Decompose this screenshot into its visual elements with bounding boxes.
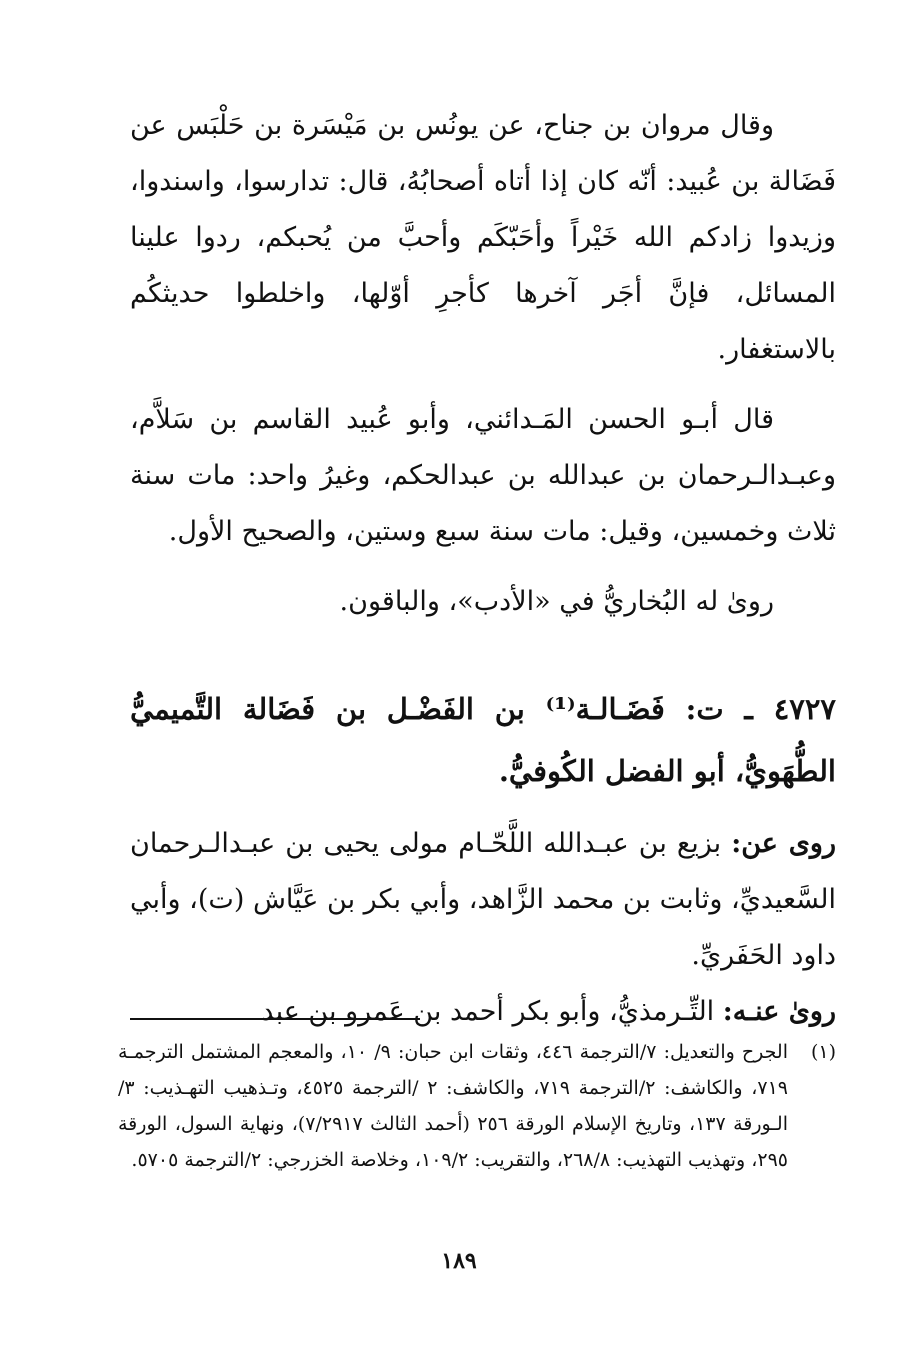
footnote-text: الجرح والتعديل: ٧/الترجمة ٤٤٦، وثقات ابن حبان: ٩/ ١٠، والمعجم المشتمل الترجمـة ٧١٩، والكاشف: ٢/الترجمة ٧١٩، والكاشف: ٢ /الترجمة ٤٥٢٥، وتـذهيب التهـذيب: ٣/الـورقة ١٣٧، وتاريخ الإسلام الورقة ٢٥٦ (أحمد الثالث ٧/٢٩١٧)، ونهاية السول، الورقة ٢٩٥، وتهذيب التهذيب: ٢٦٨/٨، والتقريب: ١٠٩/٢، وخلاصة الخزرجي: ٢/الترجمة ٥٧٠٥. <box>118 1041 789 1171</box>
page-number: ١٨٩ <box>441 1248 477 1274</box>
entry-heading: ٤٧٢٧ ـ ت: فَضَـالـة⁽¹⁾ بن الفَضْـل بن فَضَالة التَّميميُّ الطُّهَويُّ، أبو الفضل الكُوفيُّ. <box>130 692 836 788</box>
footnote-number: (١) <box>810 1041 836 1063</box>
narrated-by <box>130 984 836 1040</box>
narrated-by-label: روىٰ عنـه: <box>722 996 836 1027</box>
narrated-from <box>130 816 836 984</box>
paragraph-marwan: وقال مروان بن جناح، عن يونُس بن مَيْسَرة بن حَلْبَس عن فَضَالة بن عُبيد: أنّه كان إذا أتاه أصحابُهُ، قال: تدارسوا، واسندوا، وزيدوا زادكم الله خَيْراً وأحَبّكَم وأحبَّ من يُحبكم، ردوا علينا المسائل، فإنَّ أجَر آخرها كأجرِ أوّلها، واخلطوا حديثكُم بالاستغفار. <box>130 110 836 365</box>
footnote <box>118 1034 836 1178</box>
narrated-from-text: بزيع بن عبـدالله اللَّحّـام مولى يحيى بن عبـدالـرحمان السَّعيديِّ، وثابت بن محمد الزَّاهد، وأبي بكر بن عَيَّاش (ت)، وأبي داود الحَفَريِّ. <box>130 828 836 971</box>
narrated-by-text: التِّـرمذيُّ، وأبو بكر أحمد بن عَمرو بن عبد <box>261 996 715 1027</box>
narrated-from-label: روى عن: <box>731 828 836 859</box>
main-text <box>130 98 836 1040</box>
paragraph-death-date: قال أبـو الحسن المَـدائني، وأبو عُبيد القاسم بن سَلاَّم، وعبـدالـرحمان بن عبدالله بن عبدالحكم، وغيرُ واحد: مات سنة ثلاث وخمسين، وقيل: مات سنة سبع وستين، والصحيح الأول. <box>130 404 836 547</box>
footnote-separator <box>130 1018 420 1020</box>
paragraph-narrators: روىٰ له البُخاريُّ في «الأدب»، والباقون. <box>339 586 774 617</box>
